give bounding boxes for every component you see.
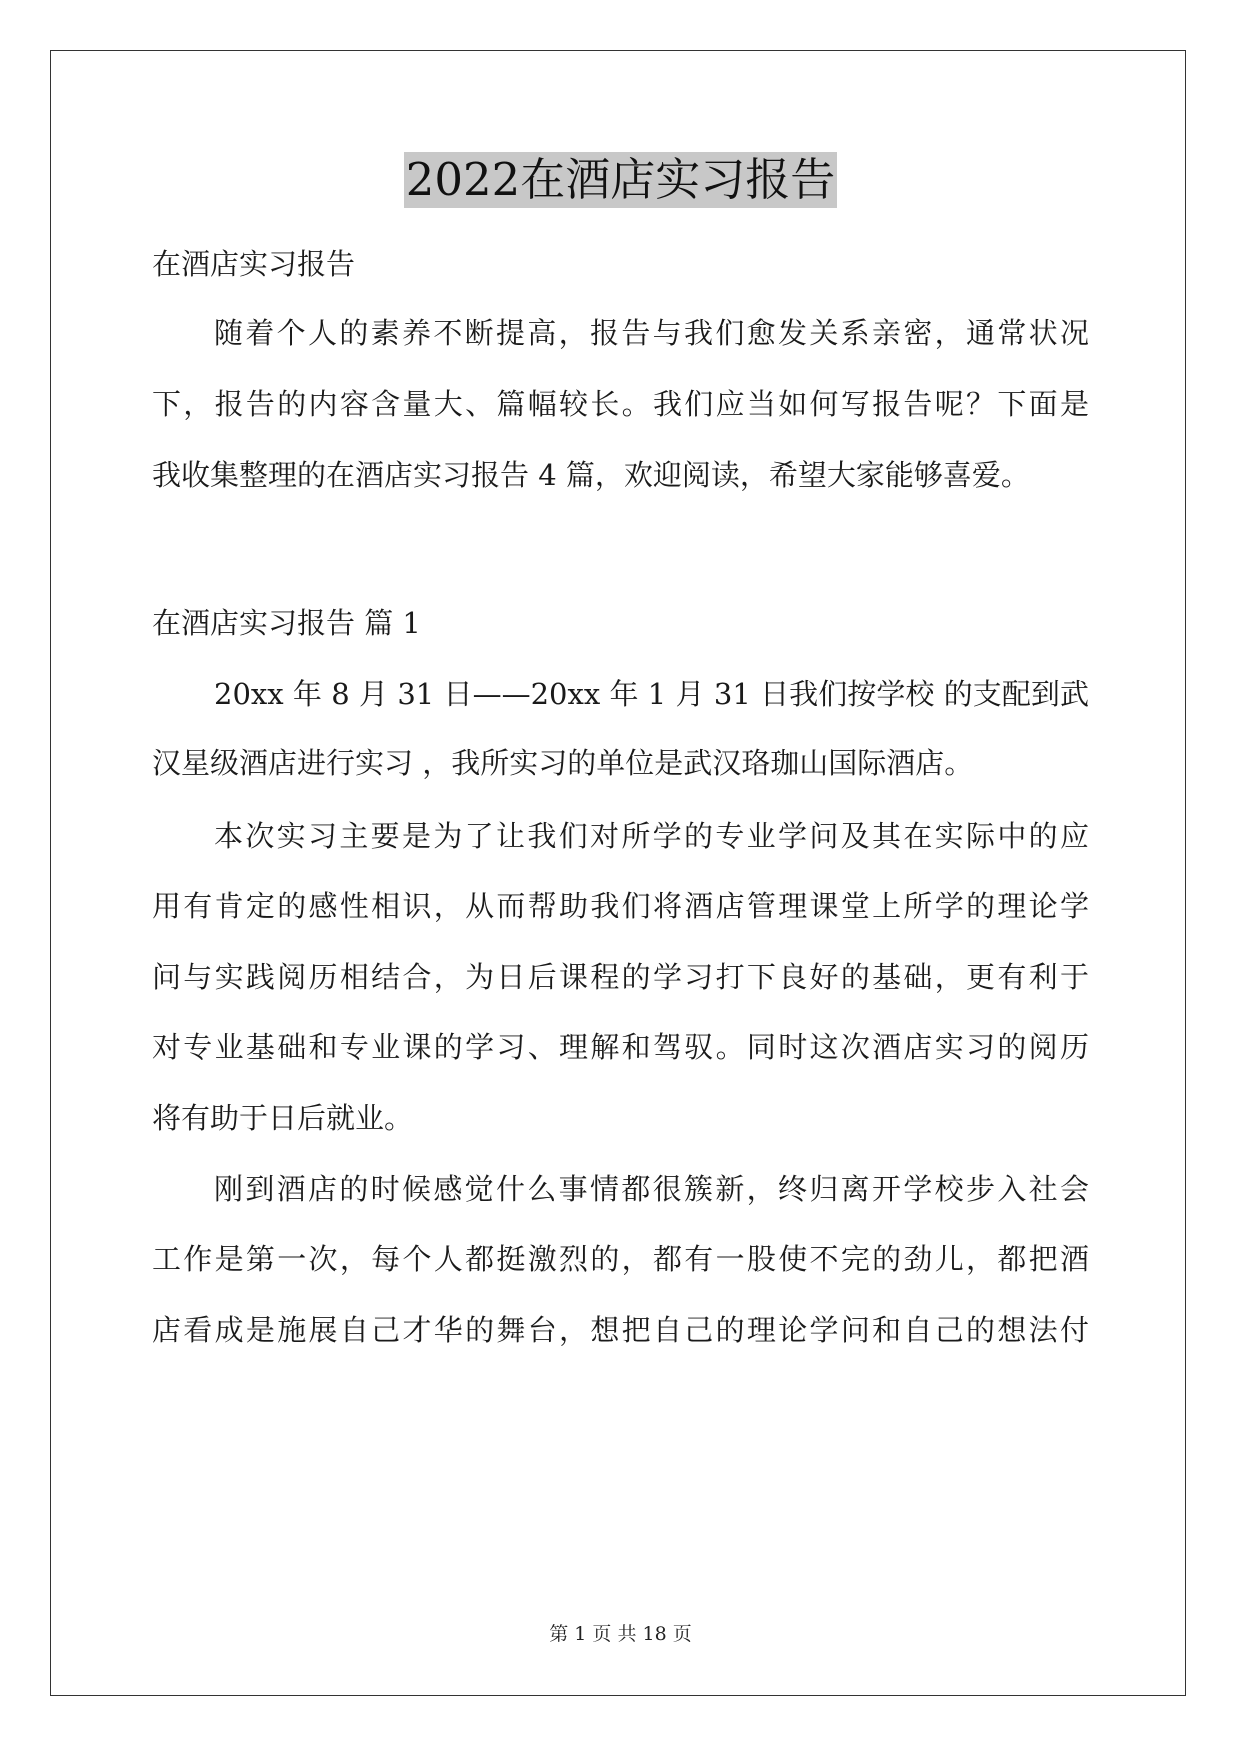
section-line-3: 本次实习主要是为了让我们对所学的专业学问及其在实际中的应 [214,819,1089,853]
section-line-9: 工作是第一次，每个人都挺激烈的，都有一股使不完的劲儿，都把酒 [152,1242,1089,1276]
document-subtitle: 在酒店实习报告 [152,247,356,281]
section-line-4: 用有肯定的感性相识，从而帮助我们将酒店管理课堂上所学的理论学 [152,889,1089,923]
section-line-7: 将有助于日后就业。 [152,1101,414,1135]
section-heading: 在酒店实习报告 篇 1 [152,606,421,640]
intro-line-2: 下，报告的内容含量大、篇幅较长。我们应当如何写报告呢？下面是 [152,387,1089,421]
section-line-5: 问与实践阅历相结合，为日后课程的学习打下良好的基础，更有利于 [152,960,1089,994]
section-line-8: 刚到酒店的时候感觉什么事情都很簇新，终归离开学校步入社会 [214,1172,1089,1206]
section-line-10: 店看成是施展自己才华的舞台，想把自己的理论学问和自己的想法付 [152,1313,1089,1347]
section-line-6: 对专业基础和专业课的学习、理解和驾驭。同时这次酒店实习的阅历 [152,1030,1089,1064]
page-number-footer: 第 1 页 共 18 页 [549,1623,692,1645]
page-border [50,50,1186,1696]
intro-line-1: 随着个人的素养不断提高，报告与我们愈发关系亲密，通常状况 [214,316,1089,350]
section-line-2: 汉星级酒店进行实习 ，我所实习的单位是武汉珞珈山国际酒店。 [152,746,974,780]
title-container [0,152,1241,208]
intro-line-3: 我收集整理的在酒店实习报告 4 篇，欢迎阅读，希望大家能够喜爱。 [152,458,1030,492]
document-title: 2022在酒店实习报告 [405,153,836,206]
section-line-1: 20xx 年 8 月 31 日——20xx 年 1 月 31 日我们按学校 的支配到武 [214,677,1089,711]
